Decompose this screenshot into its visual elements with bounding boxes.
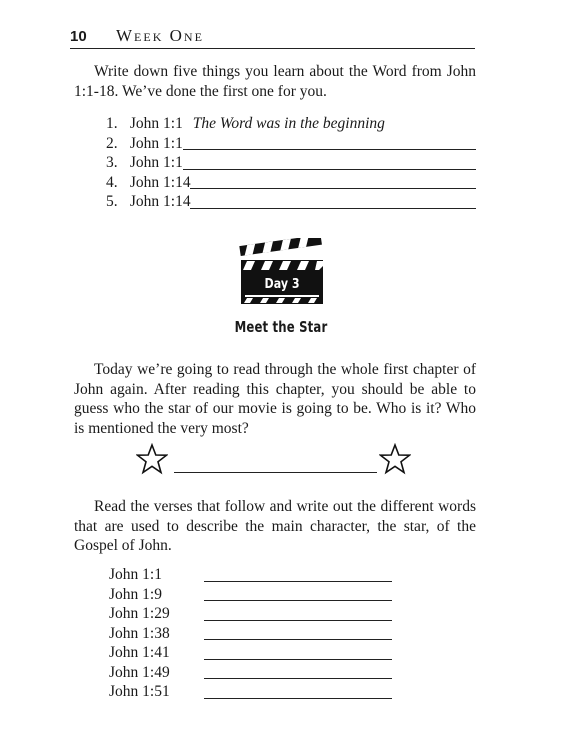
star-answer-line[interactable] (174, 472, 377, 473)
item-number: 2. (106, 134, 118, 152)
day-badge-label: Day 3 (264, 276, 300, 292)
answer-blank-line[interactable] (204, 698, 392, 699)
page-header (70, 26, 475, 49)
star-paragraph-text: Today we’re going to read through the whole first chapter of John again. After reading this chapter, you should be able to guess who the star of our movie is going to be. Who is it? Who is mentioned the very most? (74, 361, 476, 437)
list-item (106, 153, 476, 173)
answer-blank-line[interactable] (204, 600, 392, 601)
verse-reference: John 1:14 (129, 193, 191, 211)
answer-blank-line[interactable] (204, 620, 392, 621)
word-list (106, 114, 476, 212)
star-icon (136, 443, 168, 475)
item-number: 4. (106, 173, 118, 191)
item-number: 3. (106, 154, 118, 172)
verses-paragraph-text: Read the verses that follow and write out the different words that are used to describe the main character, the star, of the Gospel of John. (74, 498, 476, 554)
verse-reference: John 1:29 (109, 605, 170, 622)
answer-blank-line[interactable] (204, 678, 392, 679)
verse-list (109, 565, 399, 702)
verse-reference: John 1:38 (109, 624, 170, 642)
verse-reference: John 1:1 (109, 566, 162, 583)
intro-paragraph (74, 62, 476, 101)
star-icon (379, 443, 411, 475)
answer-blank-line[interactable] (204, 659, 392, 660)
list-item (109, 624, 399, 644)
answer-text: The Word was in the beginning (192, 115, 385, 132)
verse-reference: John 1:1 (129, 115, 183, 132)
answer-blank-line[interactable] (183, 149, 476, 150)
list-item (109, 604, 399, 624)
star-paragraph (74, 360, 476, 438)
verses-paragraph (74, 497, 476, 556)
item-number: 5. (106, 193, 118, 211)
verse-reference: John 1:49 (109, 663, 170, 681)
verse-reference: John 1:51 (109, 683, 170, 700)
chapter-title: Week One (116, 26, 204, 45)
answer-blank-line[interactable] (183, 169, 476, 170)
list-item (109, 643, 399, 663)
list-item (109, 565, 399, 585)
list-item (106, 192, 476, 212)
answer-blank-line[interactable] (190, 208, 476, 209)
intro-text: Write down five things you learn about the Word from John 1:1-18. We’ve done the first one for you. (74, 63, 476, 100)
list-item (106, 114, 476, 134)
answer-blank-line[interactable] (190, 188, 476, 189)
list-item (109, 682, 399, 702)
clapperboard-icon (237, 238, 327, 306)
verse-reference: John 1:14 (129, 173, 191, 191)
item-number: 1. (106, 115, 118, 132)
verse-reference: John 1:1 (129, 134, 183, 152)
verse-reference: John 1:9 (109, 585, 162, 603)
page-number: 10 (70, 28, 87, 45)
list-item (106, 134, 476, 154)
list-item (109, 585, 399, 605)
list-item (106, 173, 476, 193)
answer-blank-line[interactable] (204, 639, 392, 640)
answer-blank-line[interactable] (204, 581, 392, 582)
verse-reference: John 1:1 (129, 154, 183, 172)
section-title: Meet the Star (234, 318, 328, 336)
list-item (109, 663, 399, 683)
verse-reference: John 1:41 (109, 644, 170, 661)
